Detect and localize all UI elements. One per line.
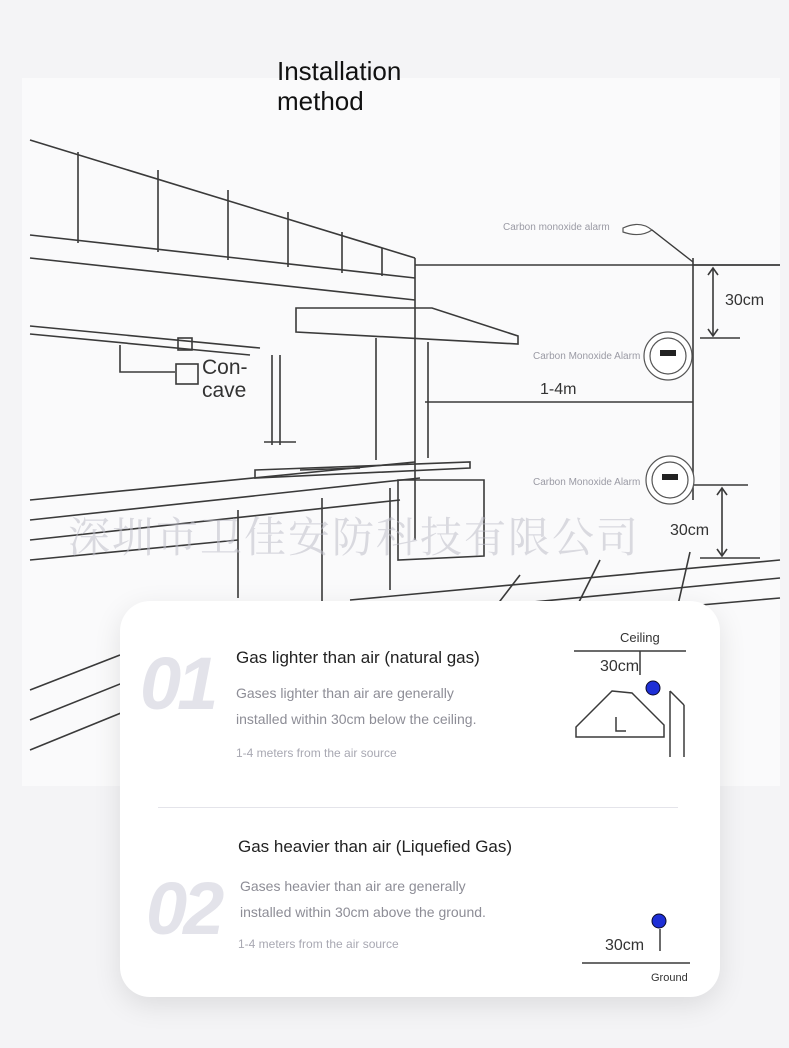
watermark: 深圳市卫佳安防科技有限公司 <box>68 513 641 562</box>
divider <box>158 807 678 808</box>
page-title: Installation method <box>277 56 402 116</box>
diagram-ceiling-label: Ceiling <box>620 630 660 645</box>
alarm-label-top: Carbon monoxide alarm <box>503 222 610 233</box>
concave-label: Con- cave <box>202 356 248 402</box>
distance-label-mid: 1-4m <box>540 381 577 398</box>
item-number: 02 <box>146 867 221 950</box>
info-card <box>120 601 720 997</box>
alarm-label-mid: Carbon Monoxide Alarm <box>533 351 641 362</box>
diagram-ceiling-distance: 30cm <box>600 658 640 675</box>
diagram-ground-label: Ground <box>651 972 688 984</box>
distance-label-low: 30cm <box>670 522 710 539</box>
diagram-ground-distance: 30cm <box>605 937 645 954</box>
item-source-note: 1-4 meters from the air source <box>236 746 397 760</box>
distance-label-top: 30cm <box>725 292 765 309</box>
item-description: Gases heavier than air are generally installed within 30cm above the ground. <box>240 878 486 920</box>
item-number: 01 <box>140 642 215 725</box>
item-heading: Gas heavier than air (Liquefied Gas) <box>238 837 513 856</box>
item-source-note: 1-4 meters from the air source <box>238 937 399 951</box>
item-heading: Gas lighter than air (natural gas) <box>236 648 480 667</box>
item-description: Gases lighter than air are generally installed within 30cm below the ceiling. <box>236 685 477 727</box>
alarm-label-low: Carbon Monoxide Alarm <box>533 477 641 488</box>
